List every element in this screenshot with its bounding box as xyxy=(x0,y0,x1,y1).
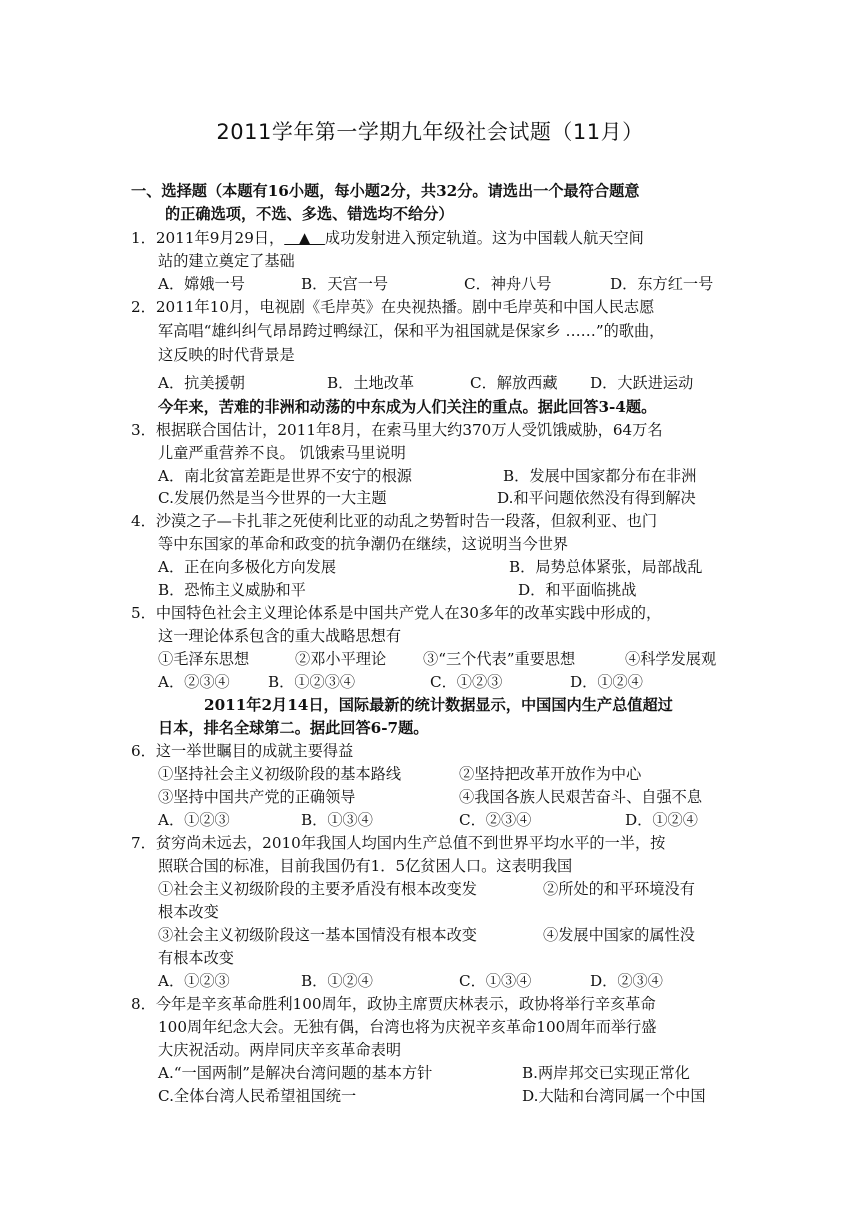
q1-line-2: 站的建立奠定了基础 xyxy=(158,252,295,270)
q7-statement-3: ③社会主义初级阶段这一基本国情没有根本改变 xyxy=(158,926,477,944)
q7-option-d: D．②③④ xyxy=(590,972,663,990)
section-heading-line-1: 一、选择题（本题有16小题，每小题2分，共32分。请选出一个最符合题意 xyxy=(131,182,640,200)
q2-line-2: 军高唱“雄纠纠气昂昂跨过鸭绿江，保和平为祖国就是保家乡 ……”的歌曲， xyxy=(158,322,665,340)
q2-line-1: 2．2011年10月，电视剧《毛岸英》在央视热播。剧中毛岸英和中国人民志愿 xyxy=(131,298,655,316)
q5-option-b: B．①②③④ xyxy=(268,673,356,691)
q6-statement-1: ①坚持社会主义初级阶段的基本路线 xyxy=(158,765,401,783)
q5-option-d: D．①②④ xyxy=(570,673,643,691)
q5-line-1: 5．中国特色社会主义理论体系是中国共产党人在30多年的改革实践中形成的， xyxy=(131,604,662,622)
q6-statement-3: ③坚持中国共产党的正确领导 xyxy=(158,788,356,806)
q3-option-b: B．发展中国家都分布在非洲 xyxy=(503,467,697,485)
q7-statement-1: ①社会主义初级阶段的主要矛盾没有根本改变发 xyxy=(158,880,477,898)
q3-4-intro: 今年来，苦难的非洲和动荡的中东成为人们关注的重点。据此回答3-4题。 xyxy=(158,398,657,416)
q2-option-b: B．土地改革 xyxy=(327,374,415,392)
q4-option-d: D．和平面临挑战 xyxy=(518,581,637,599)
q8-option-a: A.“一国两制”是解决台湾问题的基本方针 xyxy=(158,1064,433,1082)
q6-option-b: B．①③④ xyxy=(301,811,373,829)
q2-option-a: A．抗美援朝 xyxy=(158,374,245,392)
q1-line-1 xyxy=(131,227,644,249)
q5-statement-3: ③“三个代表”重要思想 xyxy=(423,650,576,668)
q6-line-1: 6．这一举世瞩目的成就主要得益 xyxy=(131,742,354,760)
q7-statement-4-cont: 有根本改变 xyxy=(158,949,234,967)
q6-7-intro-line-1: 2011年2月14日，国际最新的统计数据显示，中国国内生产总值超过 xyxy=(204,696,673,714)
q4-line-2: 等中东国家的革命和政变的抗争潮仍在继续，这说明当今世界 xyxy=(158,535,569,553)
q8-option-b: B.两岸邦交已实现正常化 xyxy=(522,1064,690,1082)
q7-option-b: B．①②④ xyxy=(301,972,373,990)
q2-option-d: D．大跃进运动 xyxy=(590,374,694,392)
q4-option-b: B．局势总体紧张，局部战乱 xyxy=(509,558,703,576)
q2-option-c: C．解放西藏 xyxy=(470,374,558,392)
q4-option-c: B．恐怖主义威胁和平 xyxy=(158,581,306,599)
q7-line-2: 照联合国的标准，目前我国仍有1．5亿贫困人口。这表明我国 xyxy=(158,857,573,875)
q5-line-2: 这一理论体系包含的重大战略思想有 xyxy=(158,627,401,645)
q6-option-c: C．②③④ xyxy=(459,811,532,829)
q5-statement-2: ②邓小平理论 xyxy=(295,650,387,668)
q6-option-d: D．①②④ xyxy=(625,811,698,829)
q8-line-3: 大庆祝活动。两岸同庆辛亥革命表明 xyxy=(158,1041,401,1059)
q3-option-c: C.发展仍然是当今世界的一大主题 xyxy=(158,489,387,507)
q1-option-d: D．东方红一号 xyxy=(610,275,714,293)
q8-option-d: D.大陆和台湾同属一个中国 xyxy=(522,1087,706,1105)
exam-title: 2011学年第一学期九年级社会试题（11月） xyxy=(216,120,644,144)
q7-statement-2: ②所处的和平环境没有 xyxy=(543,880,695,898)
q6-option-a: A．①②③ xyxy=(158,811,230,829)
q5-option-a: A．②③④ xyxy=(158,673,230,691)
q1-option-c: C．神舟八号 xyxy=(464,275,552,293)
q4-line-1: 4．沙漠之子—卡扎菲之死使利比亚的动乱之势暂时告一段落，但叙利亚、也门 xyxy=(131,512,658,530)
q8-option-c: C.全体台湾人民希望祖国统一 xyxy=(158,1087,357,1105)
q1-stem-start: 1．2011年9月29日， xyxy=(131,229,285,247)
q7-line-1: 7．贫穷尚未远去，2010年我国人均国内生产总值不到世界平均水平的一半，按 xyxy=(131,834,666,852)
q1-option-a: A．嫦娥一号 xyxy=(158,275,245,293)
q6-statement-4: ④我国各族人民艰苦奋斗、自强不息 xyxy=(459,788,702,806)
q3-option-d: D.和平问题依然没有得到解决 xyxy=(497,489,696,507)
q7-option-a: A．①②③ xyxy=(158,972,230,990)
q3-line-2: 儿童严重营养不良。 饥饿索马里说明 xyxy=(158,444,406,462)
q8-line-1: 8．今年是辛亥革命胜利100周年，政协主席贾庆林表示，政协将举行辛亥革命 xyxy=(131,995,656,1013)
q5-option-c: C．①②③ xyxy=(430,673,503,691)
q5-statement-1: ①毛泽东思想 xyxy=(158,650,250,668)
q7-statement-2-cont: 根本改变 xyxy=(158,903,219,921)
q3-line-1: 3．根据联合国估计，2011年8月，在索马里大约370万人受饥饿威胁，64万名 xyxy=(131,421,663,439)
q1-option-b: B．天宫一号 xyxy=(301,275,389,293)
section-heading-line-2: 的正确选项，不选、多选、错选均不给分） xyxy=(165,205,454,223)
q6-7-intro-line-2: 日本，排名全球第二。据此回答6-7题。 xyxy=(158,719,429,737)
q2-line-3: 这反映的时代背景是 xyxy=(158,346,295,364)
q5-statement-4: ④科学发展观 xyxy=(625,650,717,668)
q1-stem-end: 成功发射进入预定轨道。这为中国载人航天空间 xyxy=(324,229,644,247)
q6-statement-2: ②坚持把改革开放作为中心 xyxy=(459,765,642,783)
q3-option-a: A．南北贫富差距是世界不安宁的根源 xyxy=(158,467,412,485)
q7-option-c: C．①③④ xyxy=(459,972,532,990)
q8-line-2: 100周年纪念大会。无独有偶，台湾也将为庆祝辛亥革命100周年而举行盛 xyxy=(158,1018,657,1036)
q1-answer-blank: ▲ xyxy=(284,229,325,247)
q7-statement-4: ④发展中国家的属性没 xyxy=(543,926,695,944)
q4-option-a: A．正在向多极化方向发展 xyxy=(158,558,337,576)
